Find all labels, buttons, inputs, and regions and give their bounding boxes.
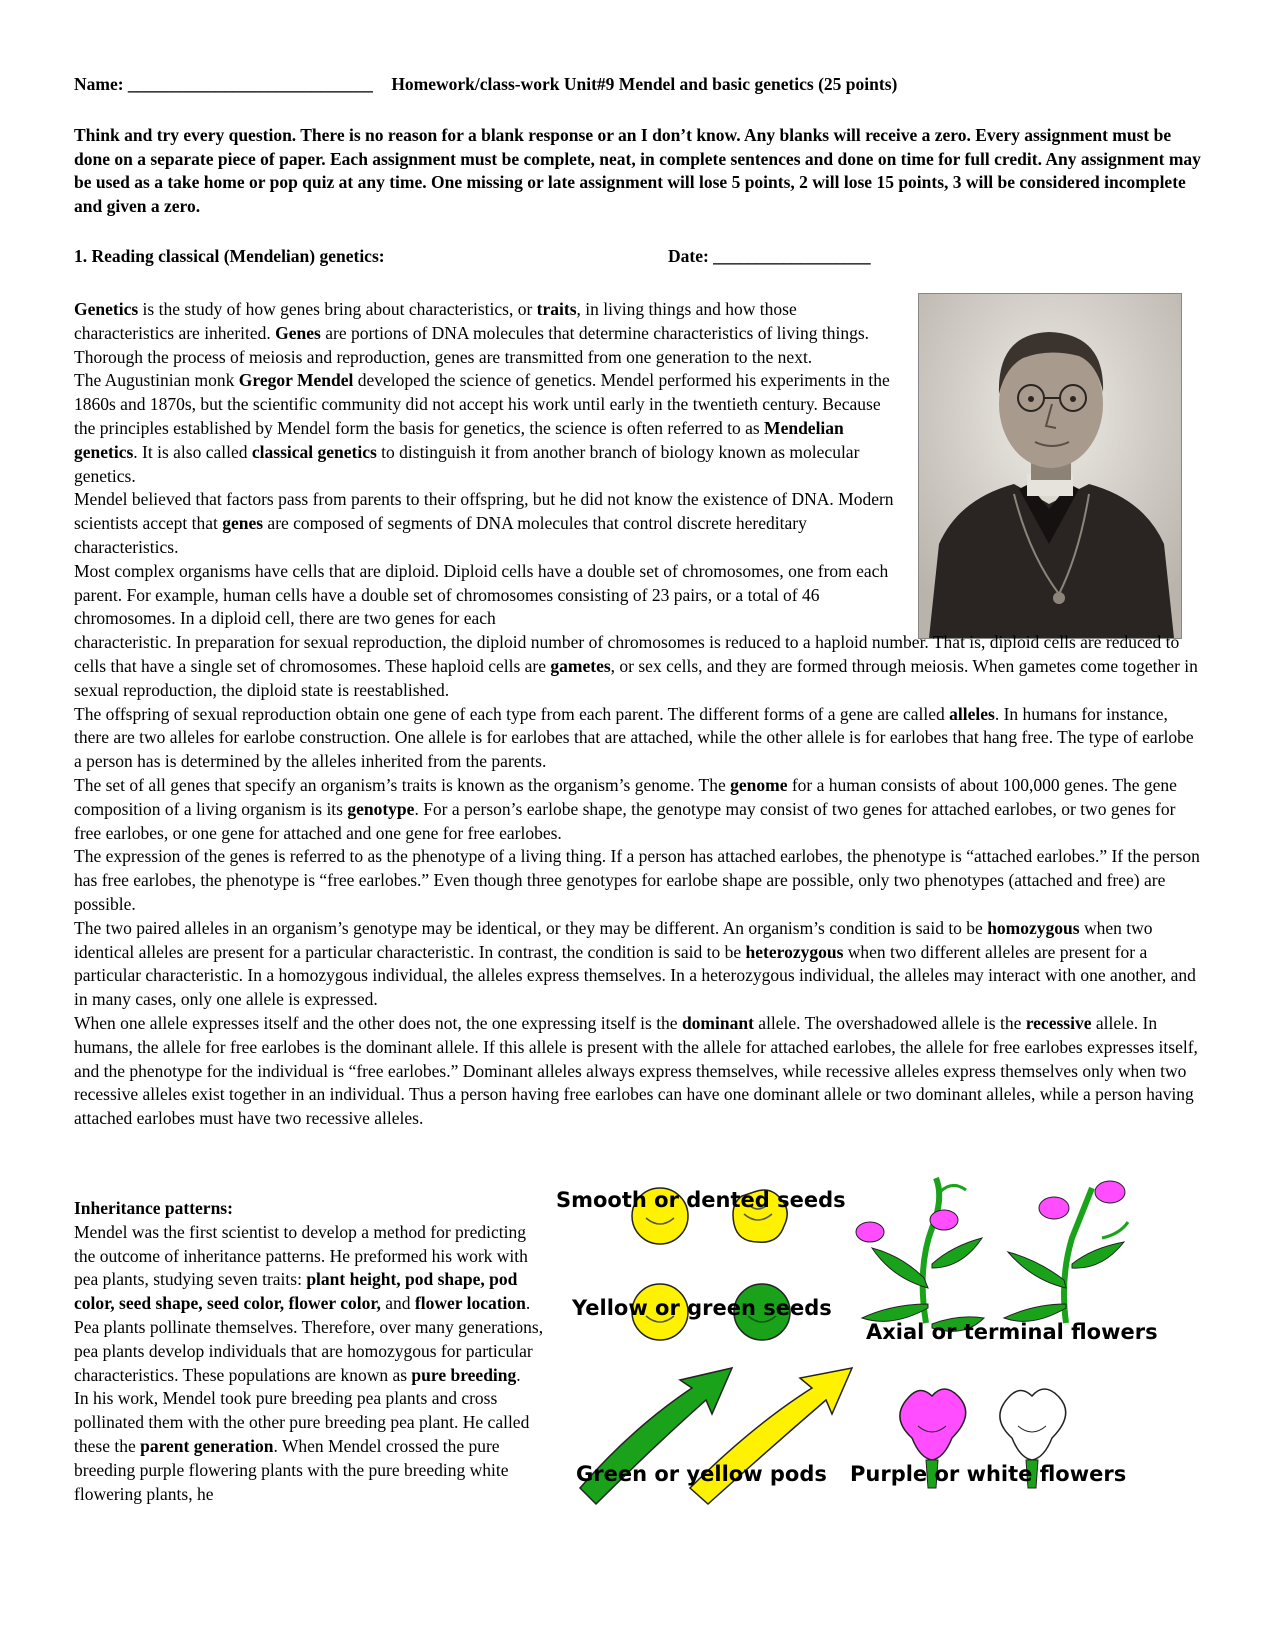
term-pure-breeding: pure breeding (411, 1364, 517, 1385)
term-gametes: gametes (550, 655, 611, 676)
paragraph-pea-plants (74, 1221, 544, 1388)
text: When one allele expresses itself and the other does not, the one expressing itself is the (74, 1012, 682, 1033)
text: characteristic. In preparation for sexual reproduction, the diploid number of chromosomes is reduced to a haploid number. That is, diploid cells are reduced to cells that have a single set of chromosomes. These haploid cells are (74, 632, 1180, 676)
text: and (380, 1293, 415, 1314)
text: allele. The overshadowed allele is the (753, 1012, 1026, 1033)
text: for a human consists of about 100,000 genes. The gene composition of a living organism is its (74, 774, 1177, 819)
label-seed-shape: Smooth or dented seeds (556, 1188, 846, 1212)
section-heading: 1. Reading classical (Mendelian) genetics: (74, 246, 385, 266)
term-alleles: alleles (949, 703, 995, 724)
text: when two different alleles are present for a particular characteristic. In a homozygous individual, the alleles express themselves. In a heterozygous individual, the alleles may interact with one another, and in many cases, only one allele is expressed. (74, 941, 1196, 1010)
term-genes-dna: genes (222, 513, 264, 534)
pea-traits-illustration (572, 1168, 1222, 1568)
inheritance-section (74, 1197, 544, 1506)
label-flower-position: Axial or terminal flowers (866, 1320, 1158, 1344)
reading-text (74, 298, 1204, 1131)
term-seven-traits: plant height, pod shape, pod color, seed shape, seed color, flower color, (74, 1269, 518, 1314)
date-field-label: Date: __________________ (668, 246, 871, 266)
term-homozygous: homozygous (987, 917, 1080, 938)
text: are portions of DNA molecules that determine characteristics of living things. Thorough the process of meiosis and reproduction, genes are transmitted from one generation to the next. (74, 322, 870, 367)
paragraph-genetics (74, 298, 900, 369)
text: to distinguish it from another branch of biology known as molecular genetics. (74, 441, 860, 486)
term-genotype: genotype (347, 798, 415, 819)
paragraph-mendel (74, 369, 900, 488)
paragraph-parent-generation (74, 1387, 544, 1506)
text: allele. In humans, the allele for free earlobes is the dominant allele. If this allele is present with the allele for attached earlobes, the allele for free earlobes expresses itself, and the phenotype for the individual is “free earlobes.” Dominant alleles always express themselves, while recessive alleles express themselves only when two recessive alleles exist together in an individual. Thus a person having free earlobes can have one dominant allele or two dominant alleles, while a person having attached earlobes must have two recessive alleles. (74, 1012, 1198, 1129)
text: , in living things and how those characteristics are inherited. (74, 299, 797, 343)
terminal-flower-plant-icon (1004, 1181, 1128, 1323)
pea-traits-figure (556, 1168, 1222, 1568)
paragraph-phenotype: The expression of the genes is referred to as the phenotype of a living thing. If a person has attached earlobes, the phenotype is “attached earlobes.” If the person has free earlobes, the phenotype is “free earlobes.” Even though three genotypes for earlobe shape are possible, only two phenotypes (attached and free) are possible. (74, 846, 1200, 914)
term-genome: genome (730, 774, 788, 795)
paragraph-alleles (74, 703, 1204, 774)
label-pod-color: Green or yellow pods (576, 1462, 827, 1486)
term-genetics: Genetics (74, 299, 139, 319)
header-line (74, 74, 897, 95)
text: Mendel believed that factors pass from parents to their offspring, but he did not know the existence of DNA. Modern scientists accept that (74, 489, 894, 534)
paragraph-zygosity (74, 917, 1204, 1012)
term-genes: Genes (275, 322, 321, 343)
term-classical-genetics: classical genetics (251, 441, 377, 462)
text: developed the science of genetics. Mendel performed his experiments in the 1860s and 1870s, but the scientific community did not accept his work until early in the twentieth century. Because the principles established by Mendel form the basis for genetics, the science is often referred to as (74, 370, 890, 438)
text: Mendel was the first scientist to develop a method for predicting the outcome of inheritance patterns. He preformed his work with pea plants, studying seven traits: (74, 1221, 528, 1290)
paragraph-factors (74, 488, 900, 559)
term-mendelian-genetics: Mendelian genetics (74, 417, 844, 462)
term-gregor-mendel: Gregor Mendel (238, 370, 354, 391)
text: are composed of segments of DNA molecules that control discrete hereditary characteristics. (74, 513, 807, 557)
paragraph-dominance (74, 1012, 1204, 1131)
term-recessive: recessive (1025, 1012, 1092, 1033)
text: . For a person’s earlobe shape, the genotype may consist of two genes for attached earlobes, or two genes for free earlobes, or one gene for attached and one gene for free earlobes. (74, 798, 1176, 843)
instructions: Think and try every question. There is no reason for a blank response or an I don’t know. Any blanks will receive a zero. Every assignment must be done on a separate piece of paper. Each assignment must be complete, neat, in complete sentences and done on time for full credit. Any assignment may be used as a take home or pop quiz at any time. One missing or late assignment will lose 5 points, 2 will lose 15 points, 3 will be considered incomplete and given a zero. (74, 125, 1201, 216)
text: The Augustinian monk (74, 370, 239, 391)
axial-flower-plant-icon (856, 1178, 984, 1331)
text: The offspring of sexual reproduction obtain one gene of each type from each parent. The different forms of a gene are called (74, 703, 950, 724)
name-field-label: Name: ____________________________ (74, 74, 373, 94)
term-traits: traits (536, 299, 577, 319)
term-flower-location: flower location (414, 1293, 526, 1314)
text: . Pea plants pollinate themselves. Therefore, over many generations, pea plants develop individuals that are homozygous for particular characteristics. These populations are known as (74, 1293, 544, 1385)
text: The two paired alleles in an organism’s genotype may be identical, or they may be different. An organism’s condition is said to be (74, 917, 988, 938)
text: . When Mendel crossed the pure breeding purple flowering plants with the pure breeding white flowering plants, he (74, 1435, 509, 1504)
text: when two identical alleles are present for a particular characteristic. In contrast, the condition is said to be (74, 917, 1153, 962)
label-flower-color: Purple or white flowers (850, 1462, 1127, 1486)
inheritance-heading: Inheritance patterns: (74, 1198, 233, 1218)
text: . (516, 1364, 521, 1385)
text: is the study of how genes bring about characteristics, or (138, 299, 537, 319)
worksheet-title: Homework/class-work Unit#9 Mendel and basic genetics (25 points) (391, 74, 898, 94)
text: The set of all genes that specify an organism’s traits is known as the organism’s genome. The (74, 774, 731, 795)
term-dominant: dominant (681, 1012, 754, 1033)
text: , or sex cells, and they are formed through meiosis. When gametes come together in sexual reproduction, the diploid state is reestablished. (74, 655, 1198, 700)
text: In his work, Mendel took pure breeding pea plants and cross pollinated them with the other pure breeding pea plant. He called these the (74, 1388, 530, 1456)
label-seed-color: Yellow or green seeds (572, 1296, 832, 1320)
text: . In humans for instance, there are two alleles for earlobe construction. One allele is for earlobes that are attached, while the other allele is for earlobes that hang free. The type of earlobe a person has is determined by the alleles inherited from the parents. (74, 703, 1194, 772)
paragraph-genome (74, 774, 1204, 845)
paragraph-diploid (74, 560, 1204, 703)
term-heterozygous: heterozygous (745, 941, 844, 962)
term-parent-generation: parent generation (140, 1435, 274, 1456)
text: . It is also called (133, 441, 252, 462)
text: Most complex organisms have cells that are diploid. Diploid cells have a double set of chromosomes, one from each parent. For example, human cells have a double set of chromosomes consisting of 23 pairs, or a total of 46 chromosomes. In a diploid cell, there are two genes for each (74, 560, 889, 629)
